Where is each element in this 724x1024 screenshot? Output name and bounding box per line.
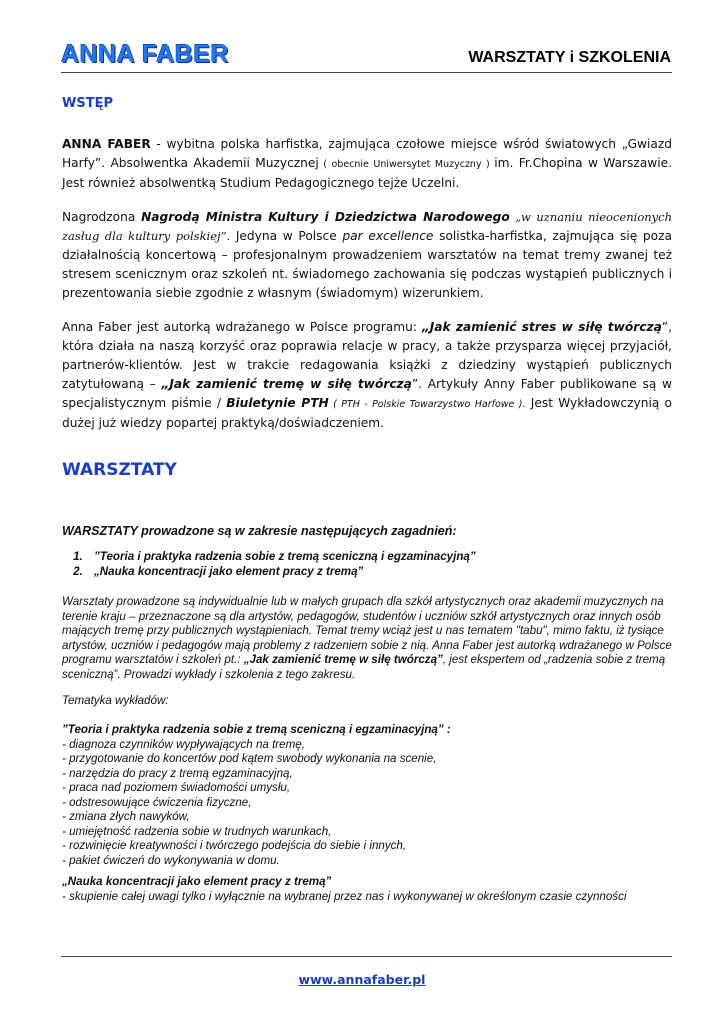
lecture-block-1: [62, 723, 674, 868]
lecture-title: ”Teoria i praktyka radzenia sobie z tremą sceniczną i egzaminacyjną” :: [62, 723, 451, 736]
lecture-block-2: [62, 875, 674, 904]
list-item: - umiejętność radzenia sobie w trudnych warunkach,: [62, 824, 332, 838]
brand-logo: ANNA FABER: [61, 40, 229, 68]
intro-text: Jest Wykładowczynią o dużej już wiedzy popartej praktyką/doświadczeniem.: [62, 396, 672, 430]
website-link[interactable]: www.annafaber.pl: [298, 972, 426, 987]
intro-text: Jedyna w Polsce: [230, 229, 343, 243]
intro-text: Anna Faber jest autorką wdrażanego w Polsce programu:: [62, 320, 422, 334]
program-name: „Jak zamienić tremę w siłę twórczą”: [243, 653, 443, 666]
book-title: „Jak zamienić tremę w siłę twórczą: [161, 377, 412, 391]
intro-name: ANNA FABER: [62, 137, 151, 151]
workshops-heading: WARSZTATY: [62, 460, 177, 480]
footer-divider: [61, 956, 672, 957]
intro-text: ”. Artykuły Anny Faber publikowane są w specjalistycznym piśmie /: [62, 377, 672, 410]
workshops-lead: WARSZTATY prowadzone są w zakresie następujących zagadnień:: [62, 524, 457, 538]
topic-item: 2. „Nauka koncentracji jako element pracy z tremą”: [86, 565, 476, 580]
list-item: - odstresowujące ćwiczenia fizyczne,: [62, 795, 252, 809]
header-title: WARSZTATY i SZKOLENIA: [468, 49, 671, 66]
list-item: - diagnoza czynników wypływających na tremę,: [62, 737, 305, 751]
topics-list: [62, 550, 476, 579]
desc-text: Warsztaty prowadzone są indywidualnie lub w małych grupach dla szkół artystycznych oraz akademii muzycznych na terenie kraju – przeznaczone są dla artystów, pedagogów, studentów i uczniów szkół artystycznych oraz innych osób mających tremę przy publicznych wystąpieniach. Temat tremy wciąż jest u nas tematem "tabu", mimo faktu, iż tysiące artystów, uczniów i pedagogów mają problemy z radzeniem sobie z nią. Anna Faber jest autorką wdrażanego w Polsce programu warsztatów i szkoleń pt.:: [62, 595, 672, 666]
lectures-label: Tematyka wykładów:: [62, 694, 169, 707]
list-item: - pakiet ćwiczeń do wykonywania w domu.: [62, 853, 280, 867]
award-quote: „w uznaniu nieocenionych zasług dla kultury polskiej”.: [62, 210, 672, 243]
list-item: - narzędzia do pracy z tremą egzaminacyjną,: [62, 766, 293, 780]
intro-text: ”, która działa na naszą korzyść oraz poprawia relacje w pracy, a także przysparza więcej przyjaciół, partnerów-klientów. Jest w trakcie redagowania książki z dziedziny wystąpień publicznych zatytułowaną –: [62, 320, 672, 391]
topic-item: 1. ”Teoria i praktyka radzenia sobie z tremą sceniczną i egzaminacyjną”: [86, 550, 476, 565]
desc-text: , jest ekspertem od „radzenia sobie z tremą sceniczną”. Prowadzi wykłady i szkolenia z tego zakresu.: [62, 653, 666, 681]
program-name: „Jak zamienić stres w siłę twórczą: [421, 320, 662, 334]
list-item: - praca nad poziomem świadomości umysłu,: [62, 781, 291, 794]
lecture-title: „Nauka koncentracji jako element pracy z tremą”: [62, 875, 332, 888]
par-excellence: par excellence: [342, 229, 434, 243]
lecture-items: [62, 890, 674, 905]
pth-note: ( PTH - Polskie Towarzystwo Harfowe ).: [328, 399, 526, 410]
intro-paragraph-2: [62, 208, 672, 303]
intro-text: im. Fr.Chopina w Warszawie. Jest również absolwentką Studium Pedagogicznego tejże Uczelni.: [62, 156, 672, 190]
workshops-description: [62, 595, 674, 682]
list-item: - przygotowanie do koncertów pod kątem swobody wykonania na scenie,: [62, 752, 437, 765]
intro-small-note: ( obecnie Uniwersytet Muzyczny ): [318, 159, 495, 170]
magazine-name: Biuletynie PTH: [226, 396, 329, 410]
intro-heading: WSTĘP: [62, 96, 113, 111]
list-item: - skupienie całej uwagi tylko i wyłącznie na wybranej przez nas i wykonywanej w określonym czasie czynności: [62, 889, 627, 903]
intro-paragraph-1: [62, 135, 672, 193]
award-name: Nagrodą Ministra Kultury i Dziedzictwa Narodowego: [141, 210, 510, 224]
header-divider: [61, 72, 672, 73]
intro-text: solistka-harfistka, zajmująca się poza działalnością koncertową – profesjonalnym prowadzeniem warsztatów na temat tremy zwanej też stresem scenicznym oraz szkoleń nt. świadomego zachowania się podczas wystąpień publicznych i prezentowania siebie zgodnie z własnym (świadomym) wizerunkiem.: [62, 229, 672, 300]
lecture-items: [62, 738, 674, 869]
intro-text: - wybitna polska harfistka, zajmująca czołowe miejsce wśród światowych „Gwiazd Harfy”. Absolwentka Akademii Muzycznej: [62, 137, 672, 170]
intro-text: Nagrodzona: [62, 210, 142, 224]
list-item: - zmiana złych nawyków,: [62, 810, 190, 823]
list-item: - rozwinięcie kreatywności i twórczego podejścia do siebie i innych,: [62, 839, 407, 852]
intro-paragraph-3: [62, 318, 672, 433]
